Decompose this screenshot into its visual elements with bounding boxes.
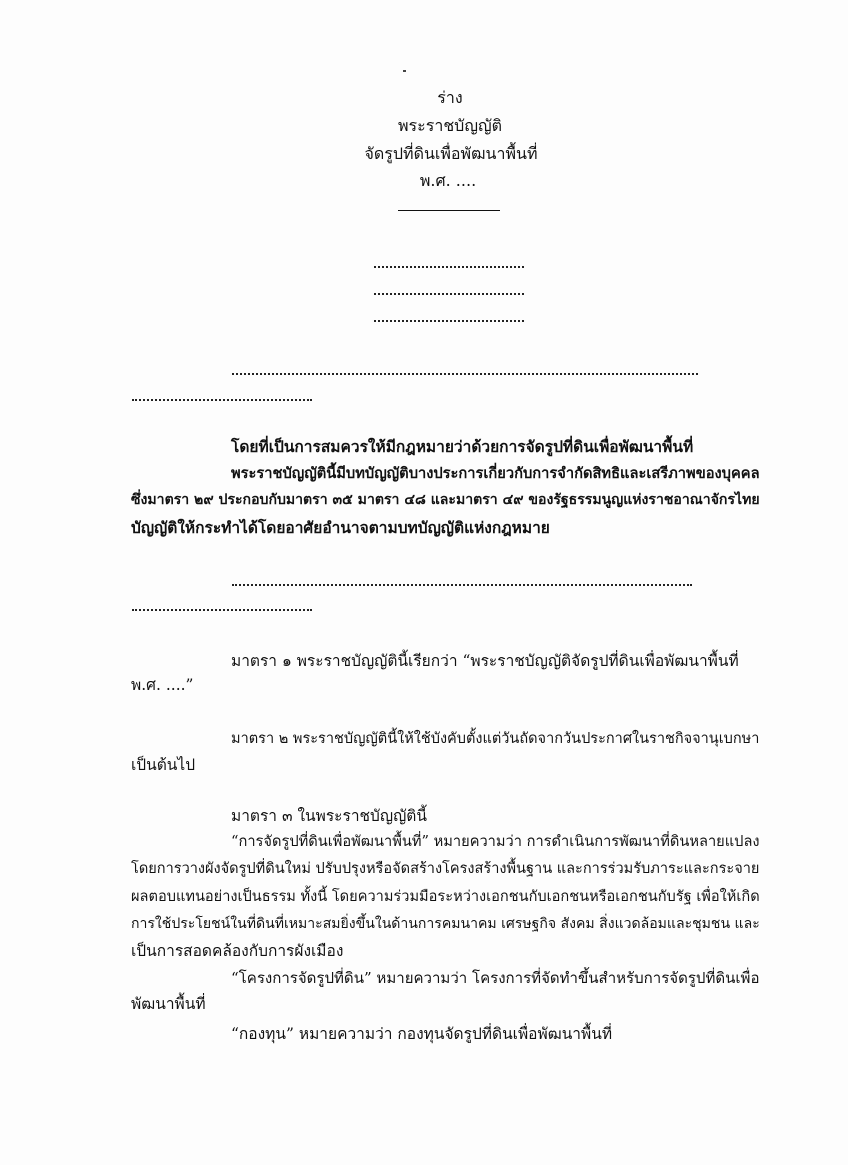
section-2-line-2: เป็นต้นไป	[131, 756, 196, 774]
placeholder-line-5	[132, 399, 312, 401]
scan-speck	[403, 70, 406, 72]
definition-1-line-5: เป็นการสอดคล้องกับการผังเมือง	[131, 942, 344, 960]
preamble-line-3: ซึ่งมาตรา ๒๙ ประกอบกับมาตรา ๓๕ มาตรา ๔๘ และมาตรา ๔๙ ของรัฐธรรมนูญแห่งราชอาณาจักรไทย	[131, 492, 760, 508]
definition-2-line-1: “โครงการจัดรูปที่ดิน” หมายความว่า โครงการที่จัดทำขึ้นสำหรับการจัดรูปที่ดินเพื่อ	[231, 969, 760, 987]
section-3-heading: มาตรา ๓ ในพระราชบัญญัตินี้	[231, 807, 427, 825]
placeholder-line-4	[232, 373, 698, 375]
title-underline	[398, 210, 500, 211]
definition-1-line-3: ผลตอบแทนอย่างเป็นธรรม ทั้งนี้ โดยความร่วมมือระหว่างเอกชนกับเอกชนหรือเอกชนกับรัฐ เพื่อให้เกิด	[131, 888, 760, 905]
section-1-line-2: พ.ศ. ....”	[131, 676, 194, 694]
section-1-line-1: มาตรา ๑ พระราชบัญญัตินี้เรียกว่า “พระราชบัญญัติจัดรูปที่ดินเพื่อพัฒนาพื้นที่	[231, 652, 739, 670]
definition-1-line-4: การใช้ประโยชน์ในที่ดินที่เหมาะสมยิ่งขึ้นในด้านการคมนาคม เศรษฐกิจ สังคม สิ่งแวดล้อมและชุมชน และ	[131, 916, 760, 932]
definition-2-line-2: พัฒนาพื้นที่	[131, 995, 206, 1013]
act-year: พ.ศ. ....	[419, 171, 477, 190]
draft-label: ร่าง	[437, 88, 463, 107]
definition-1-line-1: “การจัดรูปที่ดินเพื่อพัฒนาพื้นที่” หมายความว่า การดำเนินการพัฒนาที่ดินหลายแปลง	[231, 833, 760, 850]
placeholder-line-2	[374, 293, 524, 295]
act-subject: จัดรูปที่ดินเพื่อพัฒนาพื้นที่	[364, 144, 538, 163]
preamble-line-2: พระราชบัญญัตินี้มีบทบัญญัติบางประการเกี่ยวกับการจำกัดสิทธิและเสรีภาพของบุคคล	[231, 465, 760, 482]
placeholder-line-1	[374, 266, 524, 268]
section-2-line-1: มาตรา ๒ พระราชบัญญัตินี้ให้ใช้บังคับตั้งแต่วันถัดจากวันประกาศในราชกิจจานุเบกษา	[231, 731, 760, 747]
preamble-line-4: บัญญัติให้กระทำได้โดยอาศัยอำนาจตามบทบัญญัติแห่งกฎหมาย	[131, 518, 550, 537]
definition-1-line-2: โดยการวางผังจัดรูปที่ดินใหม่ ปรับปรุงหรือจัดสร้างโครงสร้างพื้นฐาน และการร่วมรับภาระและกระจาย	[131, 860, 760, 877]
act-title: พระราชบัญญัติ	[398, 116, 502, 135]
preamble-line-1: โดยที่เป็นการสมควรให้มีกฎหมายว่าด้วยการจัดรูปที่ดินเพื่อพัฒนาพื้นที่	[231, 437, 694, 456]
definition-3-line-1: “กองทุน” หมายความว่า กองทุนจัดรูปที่ดินเพื่อพัฒนาพื้นที่	[231, 1025, 613, 1043]
placeholder-line-6	[232, 584, 692, 586]
placeholder-line-7	[132, 609, 312, 611]
placeholder-line-3	[374, 320, 524, 322]
